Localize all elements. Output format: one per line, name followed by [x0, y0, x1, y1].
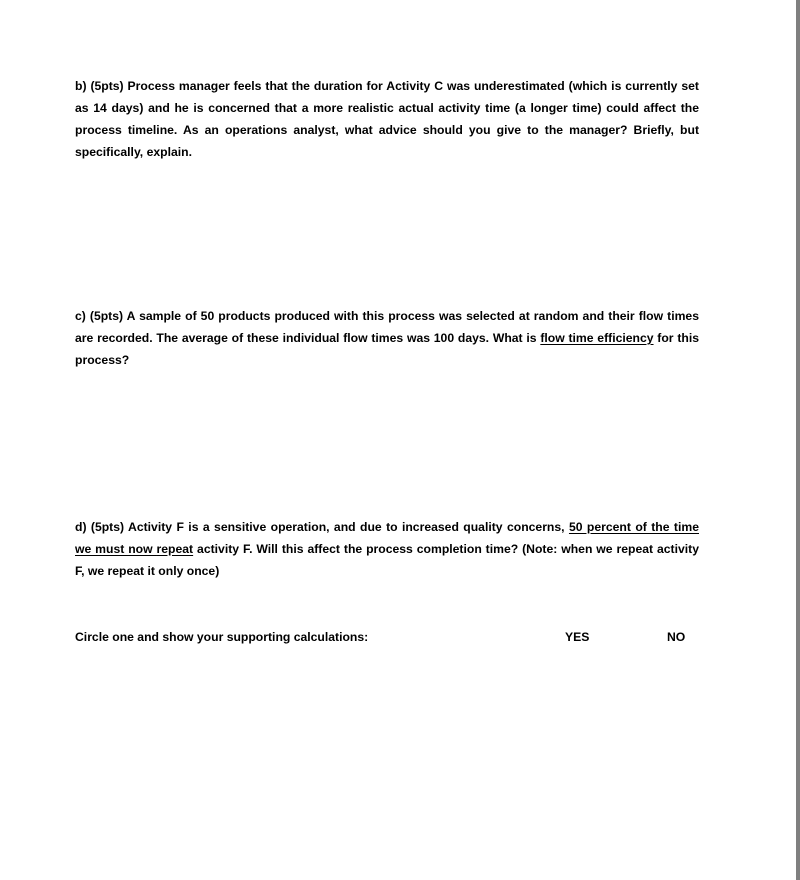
question-d-text-before: d) (5pts) Activity F is a sensitive operation, and due to increased quality concerns, — [75, 520, 569, 534]
answer-prompt: Circle one and show your supporting calculations: — [75, 630, 369, 644]
page-edge — [796, 0, 800, 880]
question-d-underlined-phrase: 50 percent of the time — [568, 520, 699, 534]
answer-option-no[interactable]: NO — [667, 630, 686, 644]
answer-option-yes[interactable]: YES — [565, 630, 590, 644]
answer-row — [75, 626, 699, 648]
question-d-text-after: activity F. Will this affect the process completion time? (Note: when we repeat activity F, we repeat it only once) — [75, 542, 700, 578]
question-c — [75, 305, 699, 371]
question-c-text-before: c) (5pts) A sample of 50 products produced with this process was selected at random and their flow times are recorded. The average of these individual flow times was 100 days. What is — [75, 309, 699, 345]
question-d — [75, 516, 699, 582]
question-b — [75, 75, 699, 163]
question-b-text: b) (5pts) Process manager feels that the duration for Activity C was underestimated (which is currently set as 14 days) and he is concerned that a more realistic actual activity time (a longer time) could affect the process timeline. As an operations analyst, what advice should you give to the manager? Briefly, but specifically, explain. — [75, 79, 699, 159]
question-d-underlined-word: repeat — [156, 542, 194, 556]
question-d-text-middle: we must now — [75, 542, 157, 556]
question-c-text-after: for this process? — [75, 331, 699, 367]
question-c-underlined-term: flow time efficiency — [540, 331, 654, 345]
